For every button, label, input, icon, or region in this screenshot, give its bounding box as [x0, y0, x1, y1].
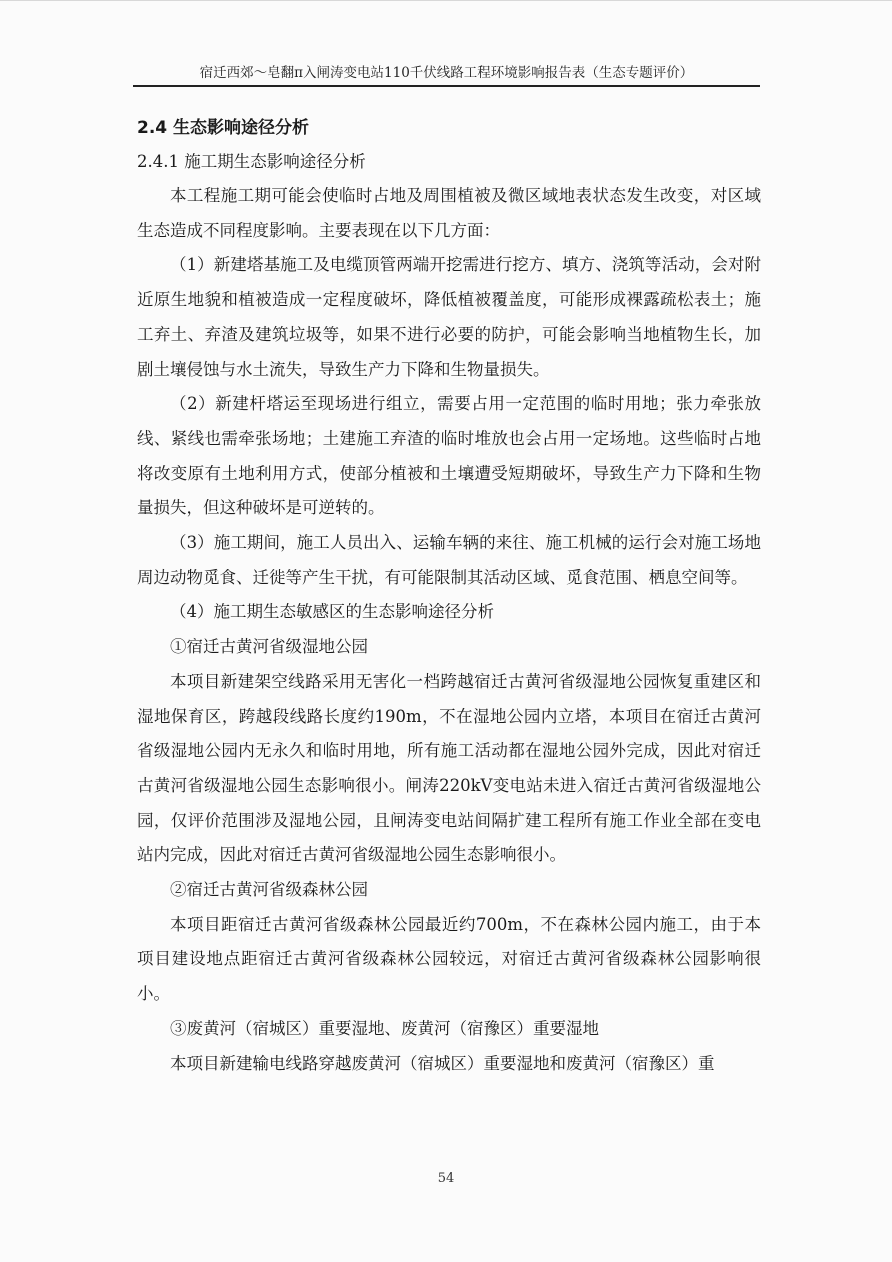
important-wetland-heading: ③废黄河（宿城区）重要湿地、废黄河（宿豫区）重要湿地 [170, 1018, 599, 1038]
forest-park-heading: ②宿迁古黄河省级森林公园 [170, 880, 368, 900]
intro-paragraph: 本工程施工期可能会使临时占地及周围植被及微区域地表状态发生改变，对区域生态造成不同程度影响。主要表现在以下几方面： [137, 186, 761, 240]
item-2-paragraph: （2）新建杆塔运至现场进行组立，需要占用一定范围的临时用地；张力牵张放线、紧线也需牵张场地；土建施工弃渣的临时堆放也会占用一定场地。这些临时占地将改变原有土地利用方式，使部分植被和土壤遭受短期破坏，导致生产力下降和生物量损失，但这种破坏是可逆转的。 [137, 394, 761, 518]
item-1-paragraph: （1）新建塔基施工及电缆顶管两端开挖需进行挖方、填方、浇筑等活动，会对附近原生地貌和植被造成一定程度破坏，降低植被覆盖度，可能形成裸露疏松表土；施工弃土、弃渣及建筑垃圾等，如果不进行必要的防护，可能会影响当地植物生长，加剧土壤侵蚀与水土流失，导致生产力下降和生物量损失。 [137, 255, 761, 379]
forest-park-paragraph: 本项目距宿迁古黄河省级森林公园最近约700m，不在森林公园内施工，由于本项目建设地点距宿迁古黄河省级森林公园较远，对宿迁古黄河省级森林公园影响很小。 [137, 914, 761, 1004]
important-wetland-paragraph: 本项目新建输电线路穿越废黄河（宿城区）重要湿地和废黄河（宿豫区）重 [170, 1053, 715, 1073]
subsection-heading: 2.4.1 施工期生态影响途径分析 [137, 152, 366, 171]
wetland-park-heading: ①宿迁古黄河省级湿地公园 [170, 637, 368, 657]
section-heading: 2.4 生态影响途径分析 [137, 118, 310, 138]
item-3-paragraph: （3）施工期间，施工人员出入、运输车辆的来往、施工机械的运行会对施工场地周边动物觅食、迁徙等产生干扰，有可能限制其活动区域、觅食范围、栖息空间等。 [137, 533, 761, 587]
running-header: 宿迁西郊～皂翻π入闸涛变电站110千伏线路工程环境影响报告表（生态专题评价） [199, 65, 694, 81]
page-number: 54 [437, 1171, 455, 1186]
wetland-park-paragraph: 本项目新建架空线路采用无害化一档跨越宿迁古黄河省级湿地公园恢复重建区和湿地保育区，跨越段线路长度约190m，不在湿地公园内立塔，本项目在宿迁古黄河省级湿地公园内无永久和临时用地，所有施工活动都在湿地公园外完成，因此对宿迁古黄河省级湿地公园生态影响很小。闸涛220kV变电站未进入宿迁古黄河省级湿地公园，仅评价范围涉及湿地公园，且闸涛变电站间隔扩建工程所有施工作业全部在变电站内完成，因此对宿迁古黄河省级湿地公园生态影响很小。 [137, 671, 761, 865]
item-4-heading: （4）施工期生态敏感区的生态影响途径分析 [170, 602, 494, 622]
header-rule [133, 85, 760, 87]
page-content [137, 112, 761, 1081]
